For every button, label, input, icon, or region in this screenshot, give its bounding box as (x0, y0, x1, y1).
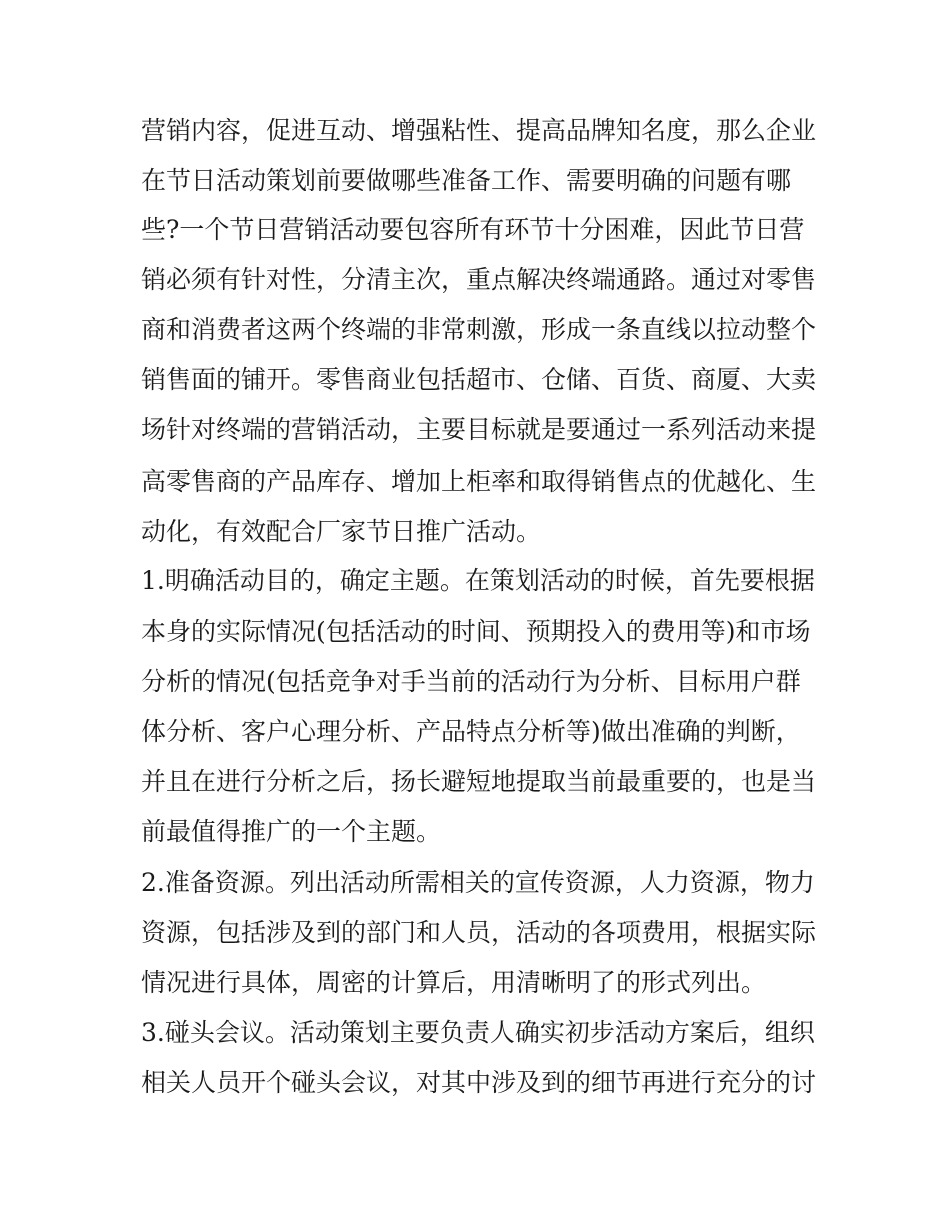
numbered-item-2: 2.准备资源。列出活动所需相关的宣传资源，人力资源，物力 (141, 868, 815, 897)
numbered-item-1: 1.明确活动目的，确定主题。在策划活动的时候，首先要根据 (141, 566, 815, 595)
text-line: 相关人员开个碰头会议，对其中涉及到的细节再进行充分的讨 (141, 1068, 817, 1097)
text-line: 高零售商的产品库存、增加上柜率和取得销售点的优越化、生 (141, 467, 817, 496)
text-line: 体分析、客户心理分析、产品特点分析等)做出准确的判断， (141, 717, 801, 746)
text-line: 场针对终端的营销活动，主要目标就是要通过一系列活动来提 (141, 415, 817, 444)
text-line: 动化，有效配合厂家节日推广活动。 (141, 517, 542, 546)
text-line: 情况进行具体，周密的计算后，用清晰明了的形式列出。 (141, 968, 767, 997)
numbered-item-3: 3.碰头会议。活动策划主要负责人确实初步活动方案后，组织 (141, 1018, 815, 1047)
text-line: 前最值得推广的一个主题。 (141, 817, 442, 846)
text-line: 本身的实际情况(包括活动的时间、预期投入的费用等)和市场 (141, 617, 811, 646)
text-line: 在节日活动策划前要做哪些准备工作、需要明确的问题有哪 (141, 166, 792, 195)
text-line: 资源，包括涉及到的部门和人员，活动的各项费用，根据实际 (141, 918, 817, 947)
text-line: 些?一个节日营销活动要包容所有环节十分困难，因此节日营 (141, 215, 805, 244)
text-line: 销售面的铺开。零售商业包括超市、仓储、百货、商厦、大卖 (141, 365, 817, 394)
text-line: 销必须有针对性，分清主次，重点解决终端通路。通过对零售 (141, 265, 817, 294)
text-line: 商和消费者这两个终端的非常刺激，形成一条直线以拉动整个 (141, 315, 817, 344)
text-line: 营销内容，促进互动、增强粘性、提高品牌知名度，那么企业 (141, 116, 817, 145)
text-line: 并且在进行分析之后，扬长避短地提取当前最重要的，也是当 (141, 767, 817, 796)
text-line: 分析的情况(包括竞争对手当前的活动行为分析、目标用户群 (141, 667, 801, 696)
